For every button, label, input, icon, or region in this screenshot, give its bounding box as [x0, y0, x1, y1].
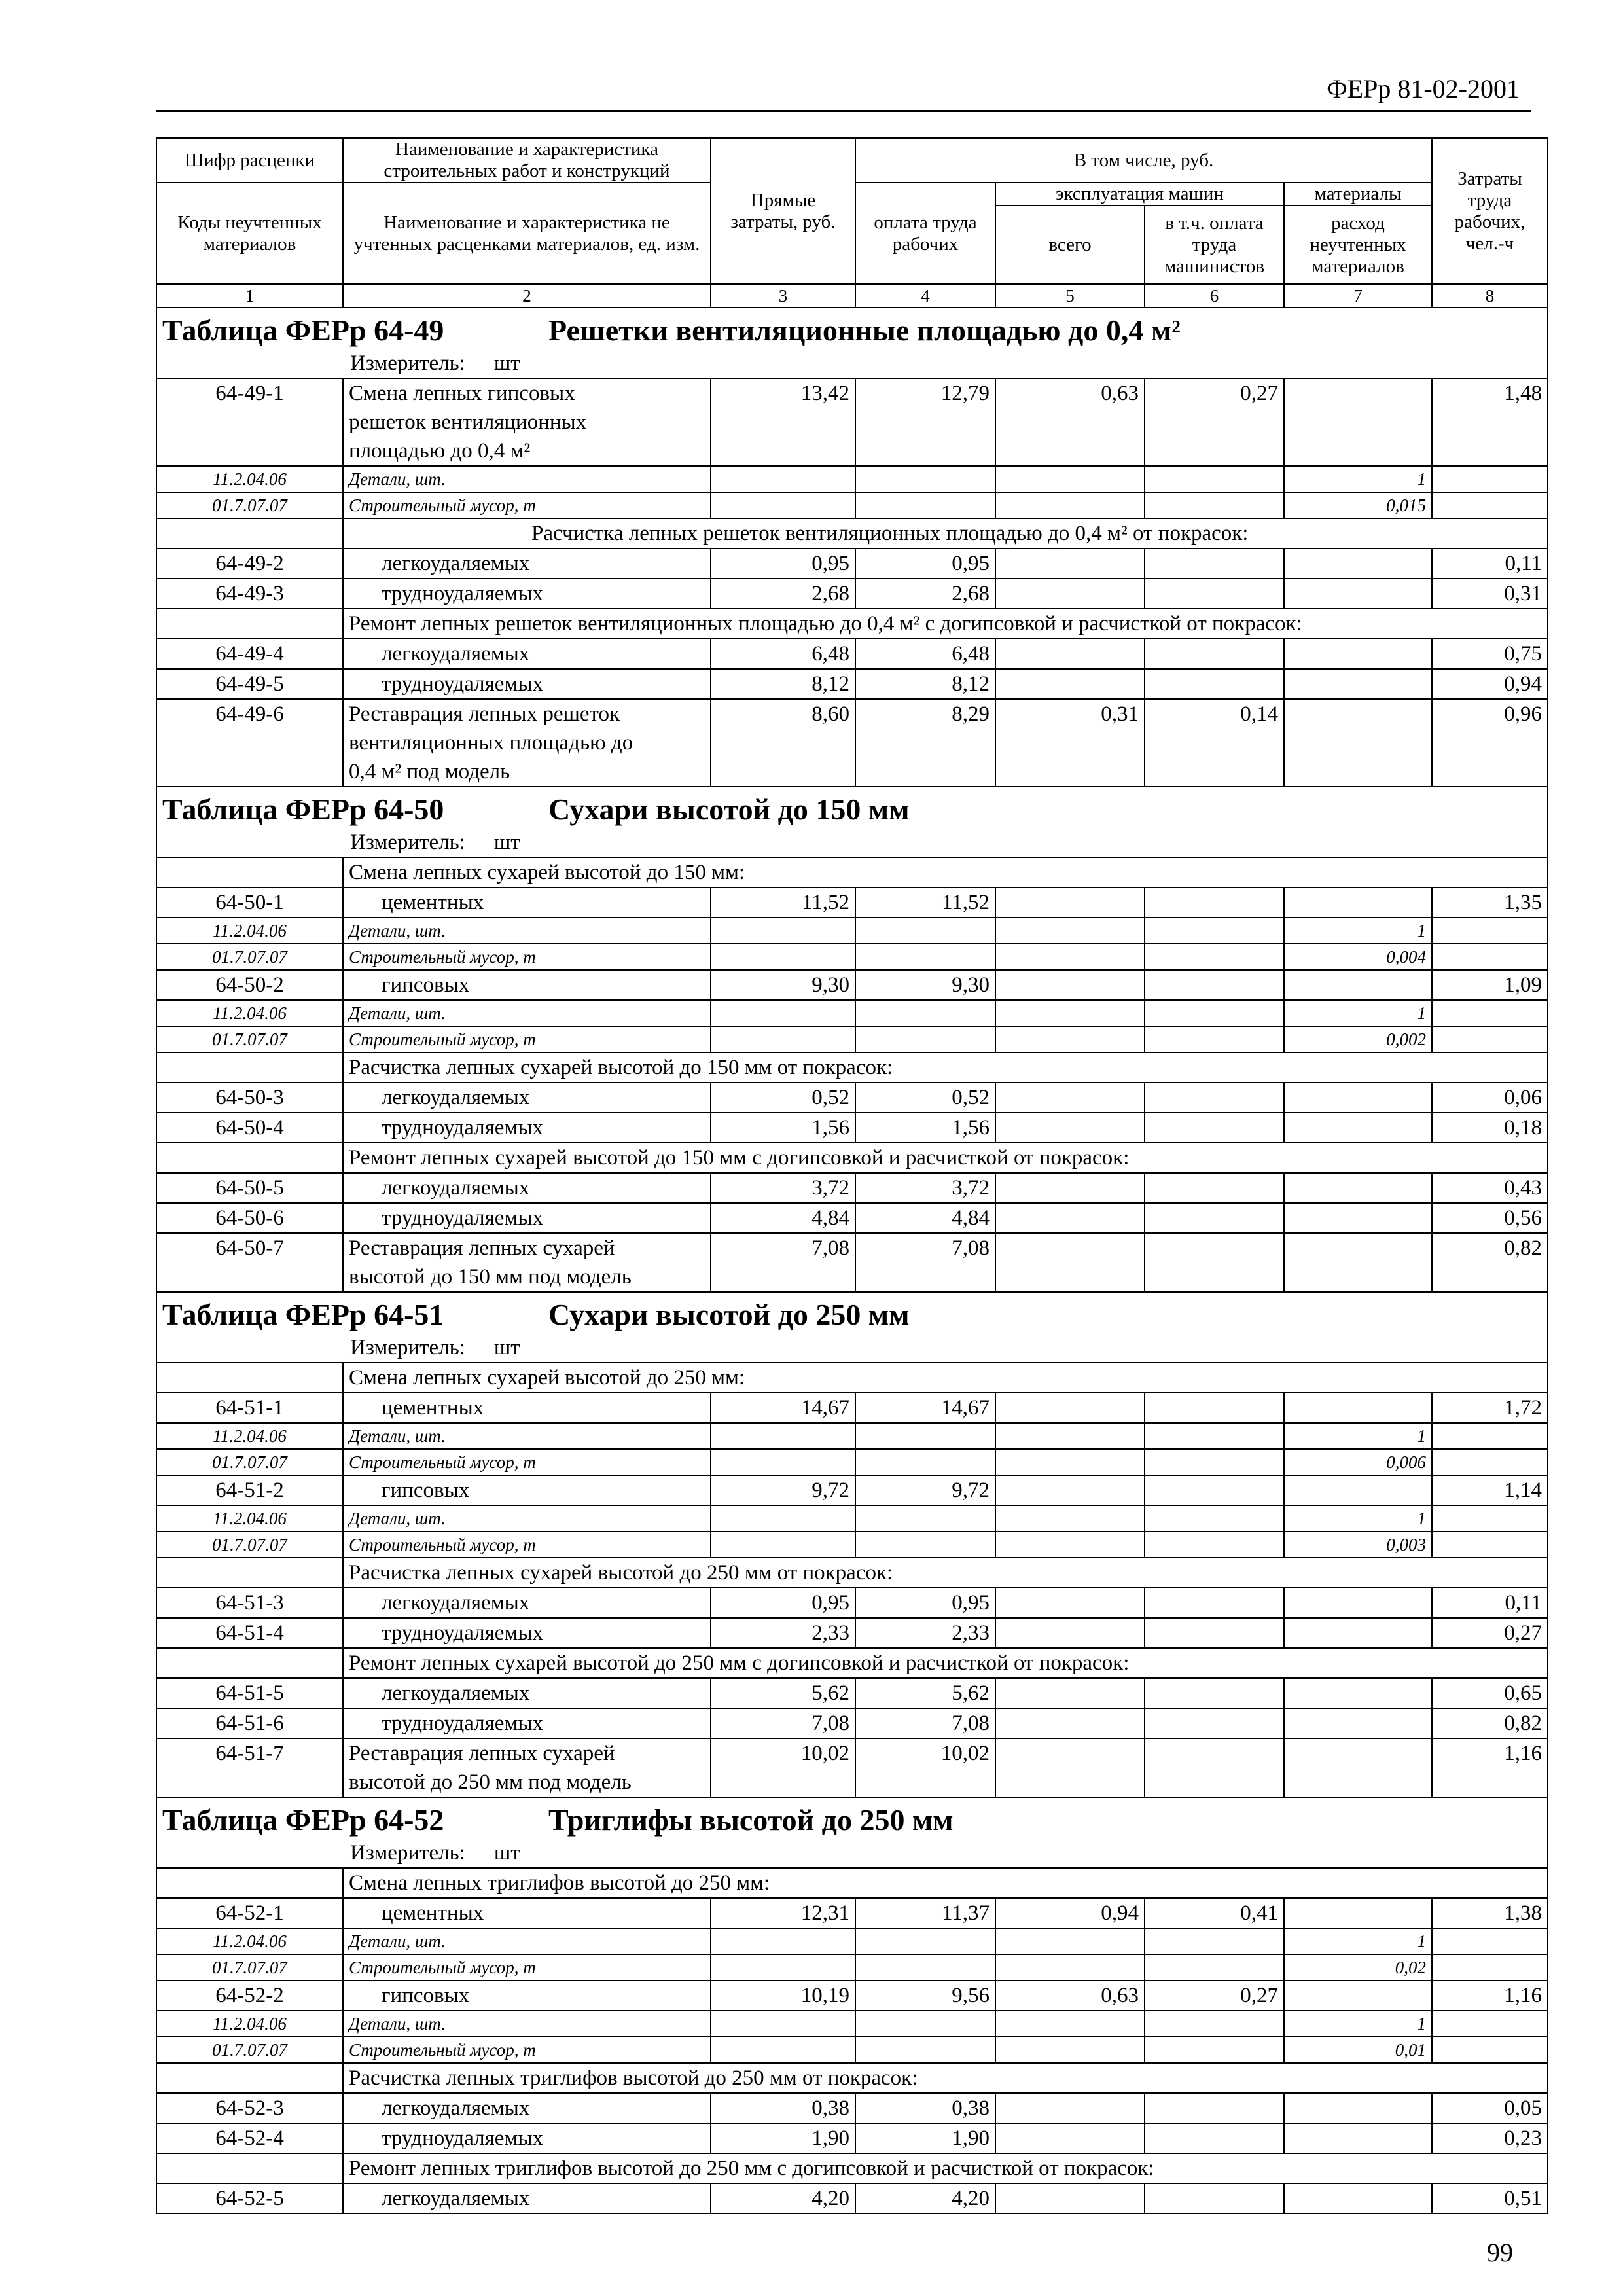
table-row: 64-51-7 Реставрация лепных сухарей высотой до 250 мм под модель 10,02 10,02 1,16 — [156, 1738, 1548, 1797]
table-row: 64-50-4 трудноудаляемых 1,56 1,56 0,18 — [156, 1113, 1548, 1143]
table-row: 64-52-3 легкоудаляемых 0,38 0,38 0,05 — [156, 2093, 1548, 2123]
table-row: 64-51-3 легкоудаляемых 0,95 0,95 0,11 — [156, 1588, 1548, 1618]
col-num: 2 — [343, 284, 711, 308]
material-row: 11.2.04.06 Детали, шт. 1 — [156, 2011, 1548, 2037]
row-direct: 13,42 — [711, 378, 855, 466]
material-row: 11.2.04.06 Детали, шт. 1 — [156, 466, 1548, 492]
table-row: 64-50-5 легкоудаляемых 3,72 3,72 0,43 — [156, 1173, 1548, 1203]
table-name: Сухари высотой до 150 мм — [548, 793, 910, 826]
col-num: 7 — [1284, 284, 1432, 308]
material-row: 01.7.07.07 Строительный мусор, т 0,006 — [156, 1449, 1548, 1475]
table-title-row — [156, 1797, 1548, 1839]
table-row: 64-51-6 трудноудаляемых 7,08 7,08 0,82 — [156, 1708, 1548, 1738]
table-title: Таблица ФЕРр 64-49 — [162, 314, 444, 347]
group-row: Смена лепных сухарей высотой до 150 мм: — [156, 857, 1548, 888]
row-desc: Смена лепных гипсовых решеток вентиляционных площадью до 0,4 м² — [343, 378, 711, 466]
table-title-row — [156, 1292, 1548, 1333]
hdr-direct: Прямые затраты, руб. — [711, 138, 855, 284]
col-num: 4 — [855, 284, 995, 308]
material-row: 01.7.07.07 Строительный мусор, т 0,015 — [156, 492, 1548, 518]
table-row: 64-52-4 трудноудаляемых 1,90 1,90 0,23 — [156, 2123, 1548, 2153]
price-table — [156, 137, 1548, 2214]
row-code: 64-49-1 — [156, 378, 343, 466]
col-num: 5 — [995, 284, 1145, 308]
group-row: Ремонт лепных триглифов высотой до 250 мм с догипсовкой и расчисткой от покрасок: — [156, 2153, 1548, 2183]
doc-code: ФЕРр 81-02-2001 — [1327, 74, 1520, 103]
material-row: 11.2.04.06 Детали, шт. 1 — [156, 1928, 1548, 1954]
hdr-cipher: Шифр расценки — [156, 138, 343, 183]
group-row: Расчистка лепных решеток вентиляционных площадью до 0,4 м² от покрасок: — [156, 518, 1548, 548]
col-num: 8 — [1432, 284, 1548, 308]
material-row: 01.7.07.07 Строительный мусор, т 0,002 — [156, 1026, 1548, 1052]
row-labor: 1,48 — [1432, 378, 1548, 466]
hdr-machines: эксплуатация машин — [995, 183, 1284, 206]
row-mach: 0,63 — [995, 378, 1145, 466]
row-mpay: 0,27 — [1145, 378, 1284, 466]
table-title-row — [156, 787, 1548, 828]
group-row: Ремонт лепных решеток вентиляционных площадью до 0,4 м² с догипсовкой и расчисткой от покрасок: — [156, 609, 1548, 639]
table-name: Сухари высотой до 250 мм — [548, 1298, 910, 1331]
table-row: 64-52-1 цементных 12,31 11,37 0,94 0,41 1,38 — [156, 1898, 1548, 1928]
hdr-labor-pay: оплата труда рабочих — [855, 183, 995, 284]
table-row: 64-49-2 легкоудаляемых 0,95 0,95 0,11 — [156, 548, 1548, 579]
col-num: 3 — [711, 284, 855, 308]
group-row: Смена лепных триглифов высотой до 250 мм: — [156, 1868, 1548, 1898]
hdr-name2: Наименование и характеристика не учтенных расценками материалов, ед. изм. — [343, 183, 711, 284]
meter-row: Измеритель: шт — [156, 1839, 1548, 1868]
hdr-name: Наименование и характеристика строительных работ и конструкций — [343, 138, 711, 183]
material-row: 11.2.04.06 Детали, шт. 1 — [156, 918, 1548, 944]
material-row: 11.2.04.06 Детали, шт. 1 — [156, 1505, 1548, 1532]
group-row: Смена лепных сухарей высотой до 250 мм: — [156, 1363, 1548, 1393]
material-row: 01.7.07.07 Строительный мусор, т 0,003 — [156, 1532, 1548, 1558]
group-row: Расчистка лепных сухарей высотой до 250 мм от покрасок: — [156, 1558, 1548, 1588]
table-name: Триглифы высотой до 250 мм — [548, 1803, 954, 1837]
table-row: 64-52-2 гипсовых 10,19 9,56 0,63 0,27 1,16 — [156, 1981, 1548, 2011]
page-number: 99 — [1487, 2238, 1513, 2267]
meter-label: Измеритель: — [350, 351, 465, 375]
table-title: Таблица ФЕРр 64-51 — [162, 1298, 444, 1331]
table-row: 64-52-5 легкоудаляемых 4,20 4,20 0,51 — [156, 2183, 1548, 2214]
material-row: 01.7.07.07 Строительный мусор, т 0,004 — [156, 944, 1548, 970]
table-row: 64-51-1 цементных 14,67 14,67 1,72 — [156, 1393, 1548, 1423]
group-row: Ремонт лепных сухарей высотой до 250 мм с догипсовкой и расчисткой от покрасок: — [156, 1648, 1548, 1678]
table-row: 64-51-5 легкоудаляемых 5,62 5,62 0,65 — [156, 1678, 1548, 1708]
group-row: Расчистка лепных сухарей высотой до 150 мм от покрасок: — [156, 1052, 1548, 1083]
row-pay: 12,79 — [855, 378, 995, 466]
material-row: 01.7.07.07 Строительный мусор, т 0,01 — [156, 2037, 1548, 2063]
table-row: 64-51-2 гипсовых 9,72 9,72 1,14 — [156, 1475, 1548, 1505]
table-title: Таблица ФЕРр 64-50 — [162, 793, 444, 826]
material-row: 11.2.04.06 Детали, шт. 1 — [156, 1000, 1548, 1026]
hdr-materials: материалы — [1284, 183, 1432, 206]
table-row: 64-49-6 Реставрация лепных решеток вентиляционных площадью до 0,4 м² под модель 8,60 8,29 0,31 0,14 0,96 — [156, 699, 1548, 787]
col-num: 1 — [156, 284, 343, 308]
hdr-consumption: расход неучтенных материалов — [1284, 206, 1432, 284]
table-row: 64-49-5 трудноудаляемых 8,12 8,12 0,94 — [156, 669, 1548, 699]
table-header — [156, 138, 1548, 308]
material-row: 01.7.07.07 Строительный мусор, т 0,02 — [156, 1954, 1548, 1981]
group-row: Расчистка лепных триглифов высотой до 250 мм от покрасок: — [156, 2063, 1548, 2093]
table-row: 64-49-4 легкоудаляемых 6,48 6,48 0,75 — [156, 639, 1548, 669]
table-row: 64-49-3 трудноудаляемых 2,68 2,68 0,31 — [156, 579, 1548, 609]
table-row: 64-50-2 гипсовых 9,30 9,30 1,09 — [156, 970, 1548, 1000]
meter-row: Измеритель: шт — [156, 828, 1548, 857]
hdr-codes: Коды неучтенных материалов — [156, 183, 343, 284]
col-num: 6 — [1145, 284, 1284, 308]
table-row: 64-50-7 Реставрация лепных сухарей высотой до 150 мм под модель 7,08 7,08 0,82 — [156, 1233, 1548, 1292]
table-title-row — [156, 308, 1548, 349]
table-title: Таблица ФЕРр 64-52 — [162, 1803, 444, 1837]
group-row: Ремонт лепных сухарей высотой до 150 мм с догипсовкой и расчисткой от покрасок: — [156, 1143, 1548, 1173]
meter-unit: шт — [493, 351, 520, 375]
page-header — [156, 73, 1531, 112]
material-row: 11.2.04.06 Детали, шт. 1 — [156, 1423, 1548, 1449]
hdr-total: всего — [995, 206, 1145, 284]
meter-row: Измеритель: шт — [156, 1333, 1548, 1363]
table-row: 64-50-3 легкоудаляемых 0,52 0,52 0,06 — [156, 1083, 1548, 1113]
hdr-labor: Затраты труда рабочих, чел.-ч — [1432, 138, 1548, 284]
table-row: 64-50-1 цементных 11,52 11,52 1,35 — [156, 888, 1548, 918]
hdr-incl: В том числе, руб. — [855, 138, 1432, 183]
table-row: 64-51-4 трудноудаляемых 2,33 2,33 0,27 — [156, 1618, 1548, 1648]
table-row — [156, 378, 1548, 466]
hdr-incl-machinists: в т.ч. оплата труда машинистов — [1145, 206, 1284, 284]
table-name: Решетки вентиляционные площадью до 0,4 м² — [548, 314, 1181, 347]
table-row: 64-50-6 трудноудаляемых 4,84 4,84 0,56 — [156, 1203, 1548, 1233]
meter-row — [156, 349, 1548, 378]
